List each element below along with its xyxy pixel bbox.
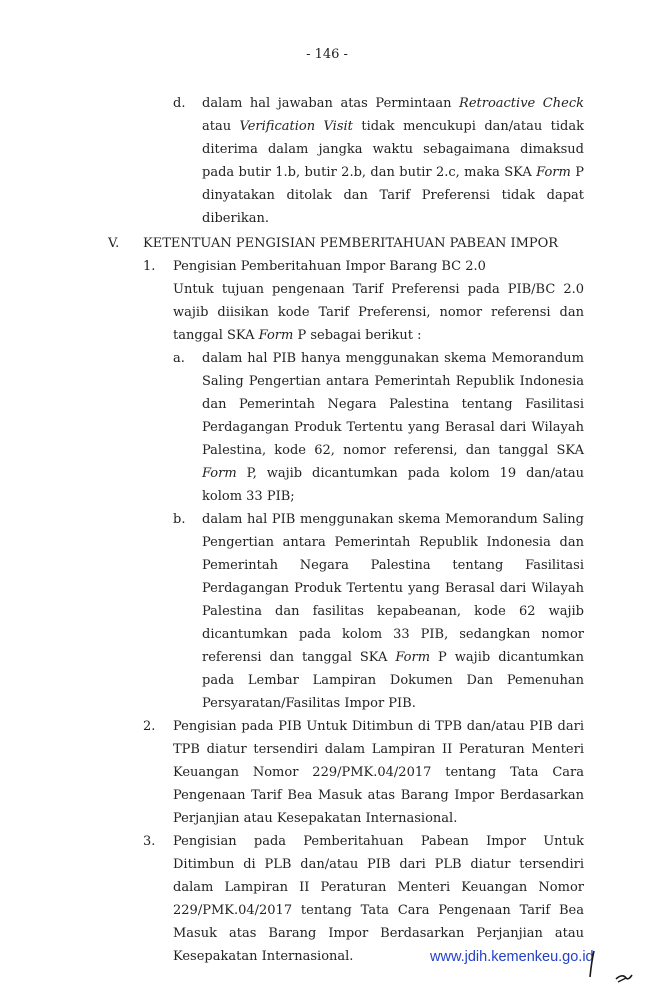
item-1-intro-text-1: Untuk tujuan pengenaan Tarif Preferensi pada PIB/BC 2.0 wajib diisikan kode Tarif Preferensi, nomor referensi dan tanggal SKA [173,282,584,343]
page-number: - 146 - [306,47,348,62]
sub-a-text-2: P, wajib dicantumkan pada kolom 19 dan/atau kolom 33 PIB; [202,466,584,504]
initial-stroke-3 [618,978,626,982]
section-v-heading: KETENTUAN PENGISIAN PEMBERITAHUAN PABEAN IMPOR [143,236,559,251]
sub-a-text [202,347,584,508]
item-3-marker: 3. [143,834,156,849]
sub-b-text-1: dalam hal PIB menggunakan skema Memorandum Saling Pengertian antara Pemerintah Republik Indonesia dan Pemerintah Negara Palestina tentang Fasilitasi Perdagangan Produk Tertentu yang Berasal dari Wilayah Palestina dan fasilitas kepabeanan, kode 62 wajib dicantumkan pada kolom 33 PIB, sedangkan nomor referensi dan tanggal SKA [202,512,584,665]
sub-a-marker: a. [173,351,185,366]
footer-url[interactable]: www.jdih.kemenkeu.go.id [430,949,594,965]
item-1-intro-text-2: P sebagai berikut : [293,328,422,343]
initial-stroke-1 [590,951,594,977]
handwritten-initial-mark [586,945,636,989]
sub-b-text-2: P wajib dicantumkan pada Lembar Lampiran Dokumen Dan Pemenuhan Persyaratan/Fasilitas Impor PIB. [202,650,584,711]
item-d-text [202,92,584,230]
item-2-marker: 2. [143,719,156,734]
item-d-text-1: dalam hal jawaban atas Permintaan [202,96,460,111]
item-d-italic-2: Verification Visit [239,119,353,134]
item-d-italic-1: Retroactive Check [459,96,584,111]
item-d-text-2: atau [202,119,232,134]
item-3-text: Pengisian pada Pemberitahuan Pabean Impor Untuk Ditimbun di PLB dan/atau PIB dari PLB diatur tersendiri dalam Lampiran II Peraturan Menteri Keuangan Nomor 229/PMK.04/2017 tentang Tata Cara Pengenaan Tarif Bea Masuk atas Barang Impor Berdasarkan Perjanjian atau Kesepakatan Internasional. [173,834,584,964]
item-1-intro-italic: Form [258,328,294,343]
item-d-italic-3: Form [536,165,571,180]
sub-a-italic: Form [202,466,237,481]
sub-b-text [202,508,584,715]
item-1-marker: 1. [143,259,156,274]
item-1-title: Pengisian Pemberitahuan Impor Barang BC 2.0 [173,259,486,274]
item-d-text-4: P dinyatakan ditolak dan Tarif Preferensi tidak dapat diberikan. [202,165,584,226]
sub-a-text-1: dalam hal PIB hanya menggunakan skema Memorandum Saling Pengertian antara Pemerintah Republik Indonesia dan Pemerintah Negara Palestina tentang Fasilitasi Perdagangan Produk Tertentu yang Berasal dari Wilayah Palestina, kode 62, nomor referensi, dan tanggal SKA [202,351,584,458]
item-1-intro [173,278,584,347]
item-2-text: Pengisian pada PIB Untuk Ditimbun di TPB dan/atau PIB dari TPB diatur tersendiri dalam Lampiran II Peraturan Menteri Keuangan Nomor 229/PMK.04/2017 tentang Tata Cara Pengenaan Tarif Bea Masuk atas Barang Impor Berdasarkan Perjanjian atau Kesepakatan Internasional. [173,719,584,826]
item-d-text-3: tidak mencukupi dan/atau tidak diterima dalam jangka waktu sebagaimana dimaksud pada butir 1.b, butir 2.b, dan butir 2.c, maka SKA [202,119,585,180]
item-d-marker: d. [173,96,186,111]
section-v-marker: V. [108,236,120,251]
sub-b-italic: Form [395,650,431,665]
sub-b-marker: b. [173,512,186,527]
